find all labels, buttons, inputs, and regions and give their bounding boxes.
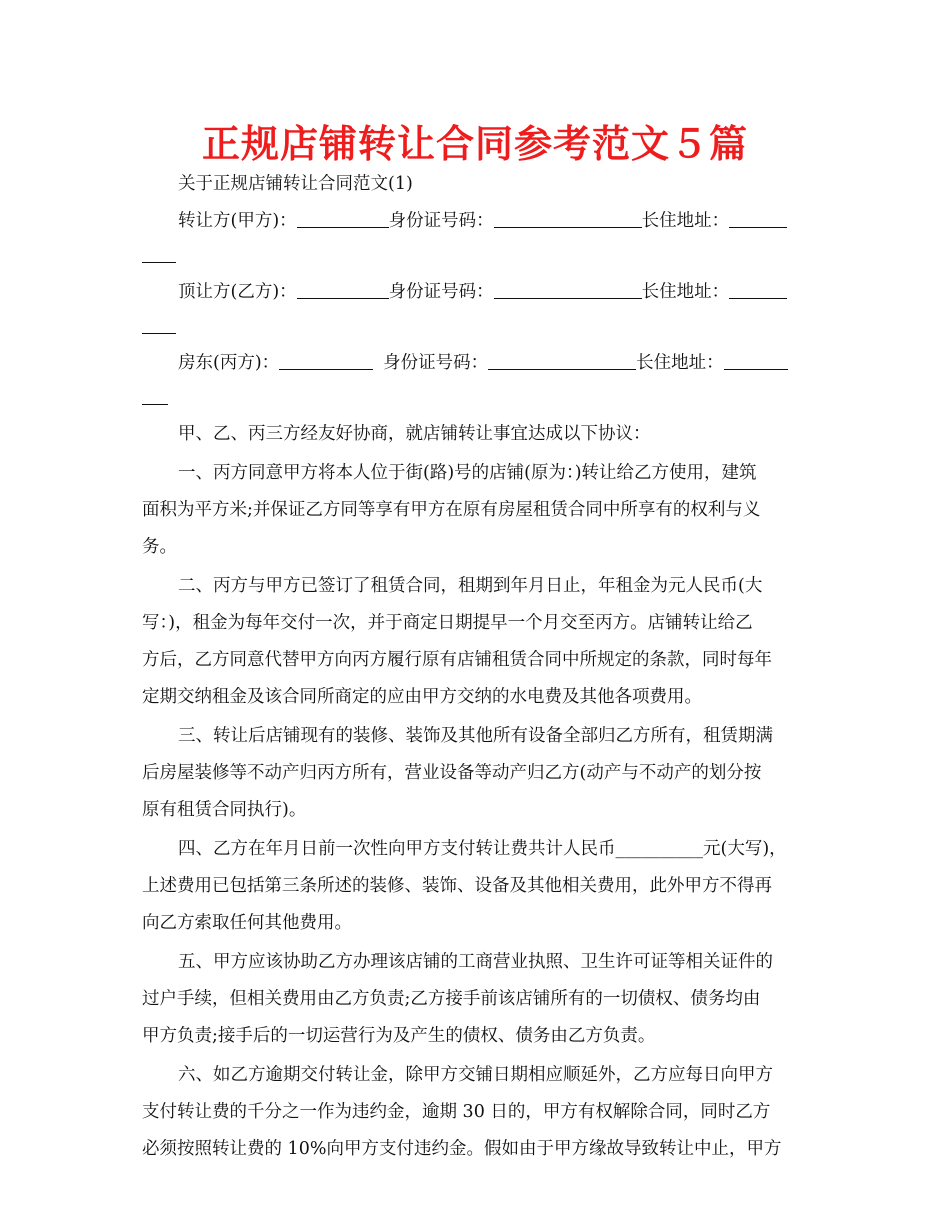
addr-blank: [724, 349, 788, 370]
party-row: [142, 274, 814, 311]
addr-blank-continued: [142, 311, 176, 334]
text-line: 三、转让后店铺现有的装修、装饰及其他所有设备全部归乙方所有，租赁期满: [178, 726, 773, 746]
text-line: 二、丙方与甲方已签订了租赁合同，租期到年月日止，年租金为元人民币(大: [178, 576, 763, 596]
text-line: 写：)，租金为每年交付一次，并于商定日期提早一个月交至丙方。店铺转让给乙: [142, 613, 753, 633]
addr-blank: [729, 207, 787, 228]
text-line: 后房屋装修等不动产归丙方所有，营业设备等动产归乙方(动产与不动产的划分按: [142, 763, 762, 783]
text-line: 甲方负责;接手后的一切运营行为及产生的债权、债务由乙方负责。: [142, 1026, 656, 1046]
document-title: 正规店铺转让合同参考范文５篇: [201, 122, 748, 166]
text-line: 过户手续，但相关费用由乙方负责;乙方接手前该店铺所有的一切债权、债务均由: [142, 989, 761, 1009]
id-blank: [488, 349, 636, 370]
id-label: 身份证号码：: [388, 211, 494, 231]
text-line: 一、丙方同意甲方将本人位于街(路)号的店铺(原为：)转让给乙方使用，建筑: [178, 463, 757, 483]
addr-label: 长住地址：: [636, 353, 724, 373]
party-label: 转让方(甲方)：: [178, 211, 297, 231]
id-blank: [494, 278, 642, 299]
text-line: 四、乙方在年月日前一次性向甲方支付转让费共计人民币__________元(大写)，: [178, 839, 787, 859]
addr-label: 长住地址：: [641, 282, 730, 302]
paragraph-intro: [142, 416, 814, 453]
addr-blank: [729, 278, 787, 299]
name-blank: [297, 207, 389, 228]
text-line: 上述费用已包括第三条所述的装修、装饰、设备及其他相关费用，此外甲方不得再: [142, 876, 772, 896]
text-line: 原有租赁合同执行)。: [142, 800, 307, 820]
party-row: [142, 203, 814, 240]
paragraph-clause-4: [142, 831, 814, 942]
text-line: 面积为平方米;并保证乙方同等享有甲方在原有房屋租赁合同中所享有的权利与义: [142, 500, 761, 520]
addr-blank-continued: [142, 382, 168, 405]
name-blank: [279, 349, 373, 370]
paragraph-clause-5: [142, 944, 814, 1055]
text-line: 五、甲方应该协助乙方办理该店铺的工商营业执照、卫生许可证等相关证件的: [178, 952, 773, 972]
text-line: 六、如乙方逾期交付转让金，除甲方交铺日期相应顺延外，乙方应每日向甲方: [178, 1065, 773, 1085]
document-subtitle: 关于正规店铺转让合同范文(1): [178, 174, 413, 194]
paragraph-clause-3: [142, 718, 814, 829]
id-label: 身份证号码：: [383, 353, 489, 373]
addr-blank-continued: [142, 240, 176, 263]
id-blank: [494, 207, 642, 228]
party-row: [142, 345, 814, 382]
text-line: 必须按照转让费的 10%向甲方支付违约金。假如由于甲方缘故导致转让中止，甲方: [142, 1139, 782, 1159]
text-line: 定期交纳租金及该合同所商定的应由甲方交纳的水电费及其他各项费用。: [142, 687, 702, 707]
paragraph-clause-2: [142, 568, 814, 716]
document-body: [142, 166, 814, 1170]
addr-label: 长住地址：: [641, 211, 730, 231]
id-label: 身份证号码：: [388, 282, 494, 302]
paragraph-clause-6: [142, 1057, 814, 1168]
party-label: 房东(丙方)：: [178, 353, 280, 373]
text-line: 向乙方索取任何其他费用。: [142, 913, 352, 933]
text-line: 甲、乙、丙三方经友好协商，就店铺转让事宜达成以下协议：: [178, 424, 651, 444]
paragraph-clause-1: [142, 455, 814, 566]
text-line: 务。: [142, 537, 177, 557]
text-line: 支付转让费的千分之一作为违约金，逾期 30 日的，甲方有权解除合同，同时乙方: [142, 1102, 771, 1122]
name-blank: [297, 278, 389, 299]
party-label: 顶让方(乙方)：: [178, 282, 297, 302]
text-line: 方后，乙方同意代替甲方向丙方履行原有店铺租赁合同中所规定的条款，同时每年: [142, 650, 772, 670]
